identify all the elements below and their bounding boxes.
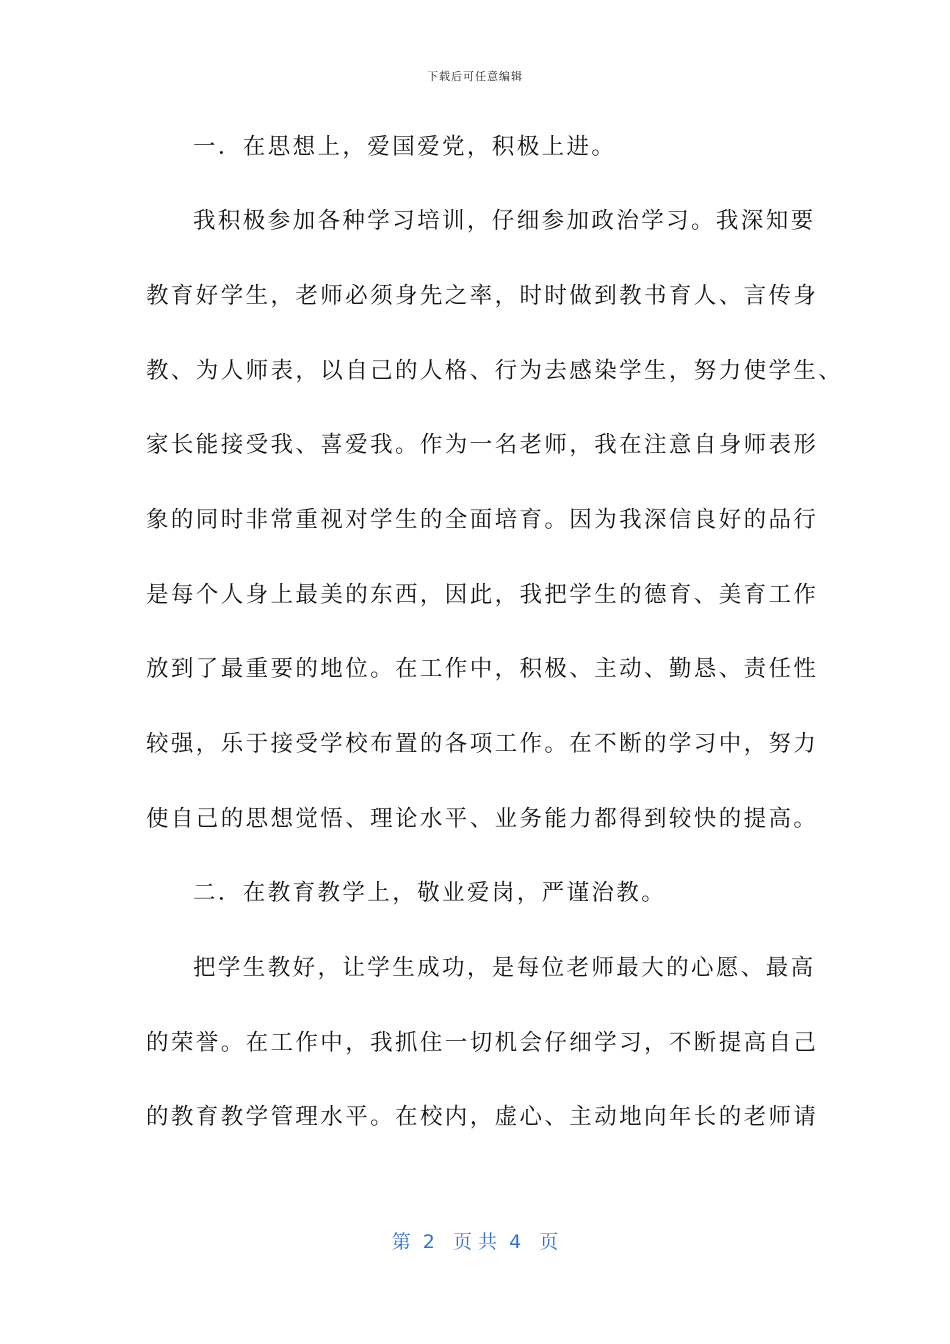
paragraph-line: 家长能接受我、喜爱我。作为一名老师，我在注意自身师表形 [146, 432, 819, 458]
paragraph-line: 使自己的思想觉悟、理论水平、业务能力都得到较快的提高。 [146, 806, 819, 832]
paragraph-line: 把学生教好，让学生成功，是每位老师最大的心愿、最高 [193, 955, 816, 981]
paragraph-line: 放到了最重要的地位。在工作中，积极、主动、勤恳、责任性 [146, 656, 819, 682]
paragraph-line: 象的同时非常重视对学生的全面培育。因为我深信良好的品行 [146, 507, 819, 533]
paragraph-line: 教育好学生，老师必须身先之率，时时做到教书育人、言传身 [146, 283, 819, 309]
paragraph-line: 的荣誉。在工作中，我抓住一切机会仔细学习，不断提高自己 [146, 1030, 819, 1056]
paragraph-line: 较强，乐于接受学校布置的各项工作。在不断的学习中，努力 [146, 731, 819, 757]
section-heading-1: 一．在思想上，爱国爱党，积极上进。 [193, 134, 617, 160]
download-note: 下载后可任意编辑 [427, 70, 523, 83]
paragraph-line: 我积极参加各种学习培训，仔细参加政治学习。我深知要 [193, 208, 816, 234]
section-heading-2: 二．在教育教学上，敬业爱岗，严谨治教。 [193, 880, 667, 906]
paragraph-line: 的教育教学管理水平。在校内，虚心、主动地向年长的老师请 [146, 1104, 819, 1130]
page-number-footer: 第 2 页 共 4 页 [391, 1231, 559, 1253]
paragraph-line: 是每个人身上最美的东西，因此，我把学生的德育、美育工作 [146, 582, 819, 608]
paragraph-line: 教、为人师表，以自己的人格、行为去感染学生，努力使学生、 [146, 358, 844, 384]
